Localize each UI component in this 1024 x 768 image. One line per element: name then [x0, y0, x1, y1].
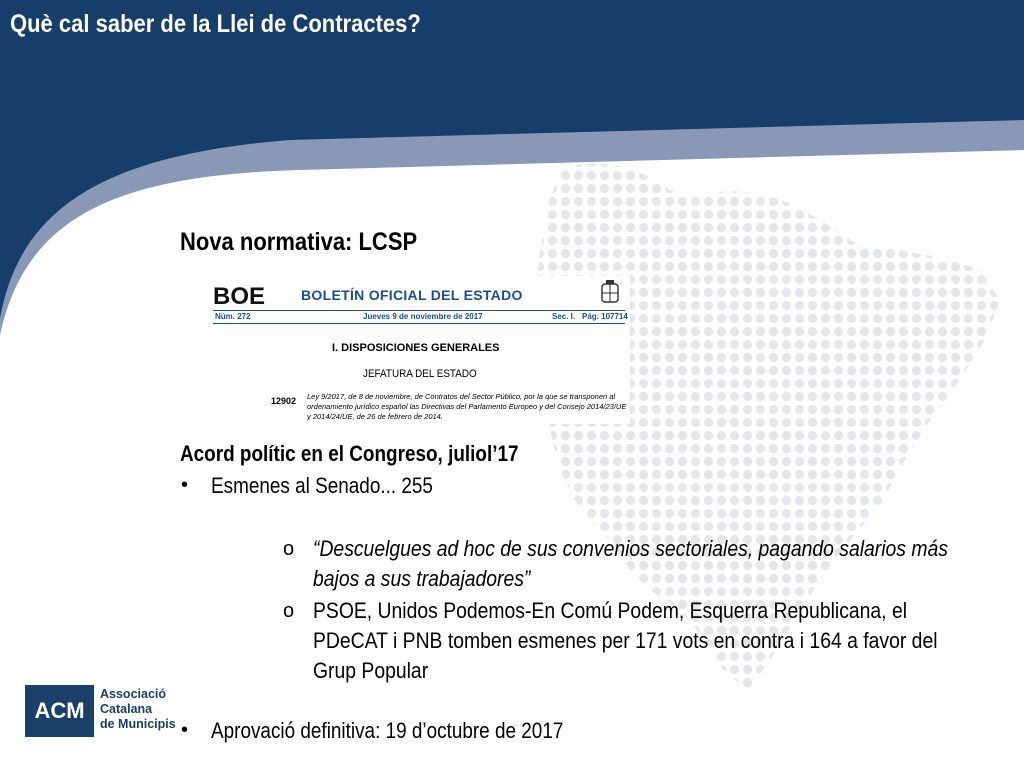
section-heading: Nova normativa: LCSP	[180, 228, 418, 256]
logo-line-2: Catalana	[100, 702, 153, 716]
sub-bullet-vote: PSOE, Unidos Podemos-En Comú Podem, Esquerra Republicana, el PDeCAT i PNB tomben esmenes per 171 vots en contra i 164 a favor del Grup Popular	[313, 598, 938, 683]
bullet-approval: Aprovació definitiva: 19 d’octubre de 2017	[211, 718, 564, 743]
boe-category: I. DISPOSICIONES GENERALES	[332, 342, 500, 354]
sub-bullet-quote: “Descuelgues ad hoc de sus convenios sectoriales, pagando salarios más bajos a sus trabajadores”	[313, 536, 948, 591]
bullet-marker: •	[181, 719, 189, 741]
logo-line-1: Associació	[100, 687, 167, 701]
bullet-amendments: Esmenes al Senado... 255	[211, 473, 433, 498]
boe-rule-bottom	[213, 323, 625, 324]
sub-bullet-marker: o	[283, 600, 295, 622]
logo-line-3: de Municipis	[100, 717, 176, 731]
agreement-heading: Acord polític en el Congreso, juliol’17	[180, 441, 519, 466]
acm-logo-text	[100, 687, 176, 732]
boe-excerpt	[205, 276, 630, 424]
boe-law-text: Ley 9/2017, de 8 de noviembre, de Contratos del Sector Público, por la que se transponen al ordenamiento jurídico español las Directivas del Parlamento Europeo y del Consejo 2014/23/UE y 2014/24/UE, de 26 de febrero de 2014.	[307, 392, 627, 421]
boe-logo: BOE	[213, 283, 266, 310]
slide-title: Què cal saber de la Llei de Contractes?	[10, 10, 421, 38]
boe-issue-number: Núm. 272	[215, 312, 251, 321]
boe-section: Sec. I.	[552, 312, 576, 321]
acm-logo: ACM	[25, 685, 94, 737]
sub-bullet-marker: o	[283, 538, 295, 560]
coat-of-arms-icon	[599, 280, 621, 306]
boe-date: Jueves 9 de noviembre de 2017	[363, 312, 483, 321]
boe-page: Pág. 107714	[582, 312, 628, 321]
bullet-marker: •	[181, 474, 189, 496]
boe-law-number: 12902	[271, 396, 297, 406]
boe-rule-top	[213, 310, 625, 311]
boe-name: BOLETÍN OFICIAL DEL ESTADO	[301, 287, 523, 303]
boe-department: JEFATURA DEL ESTADO	[363, 368, 477, 380]
